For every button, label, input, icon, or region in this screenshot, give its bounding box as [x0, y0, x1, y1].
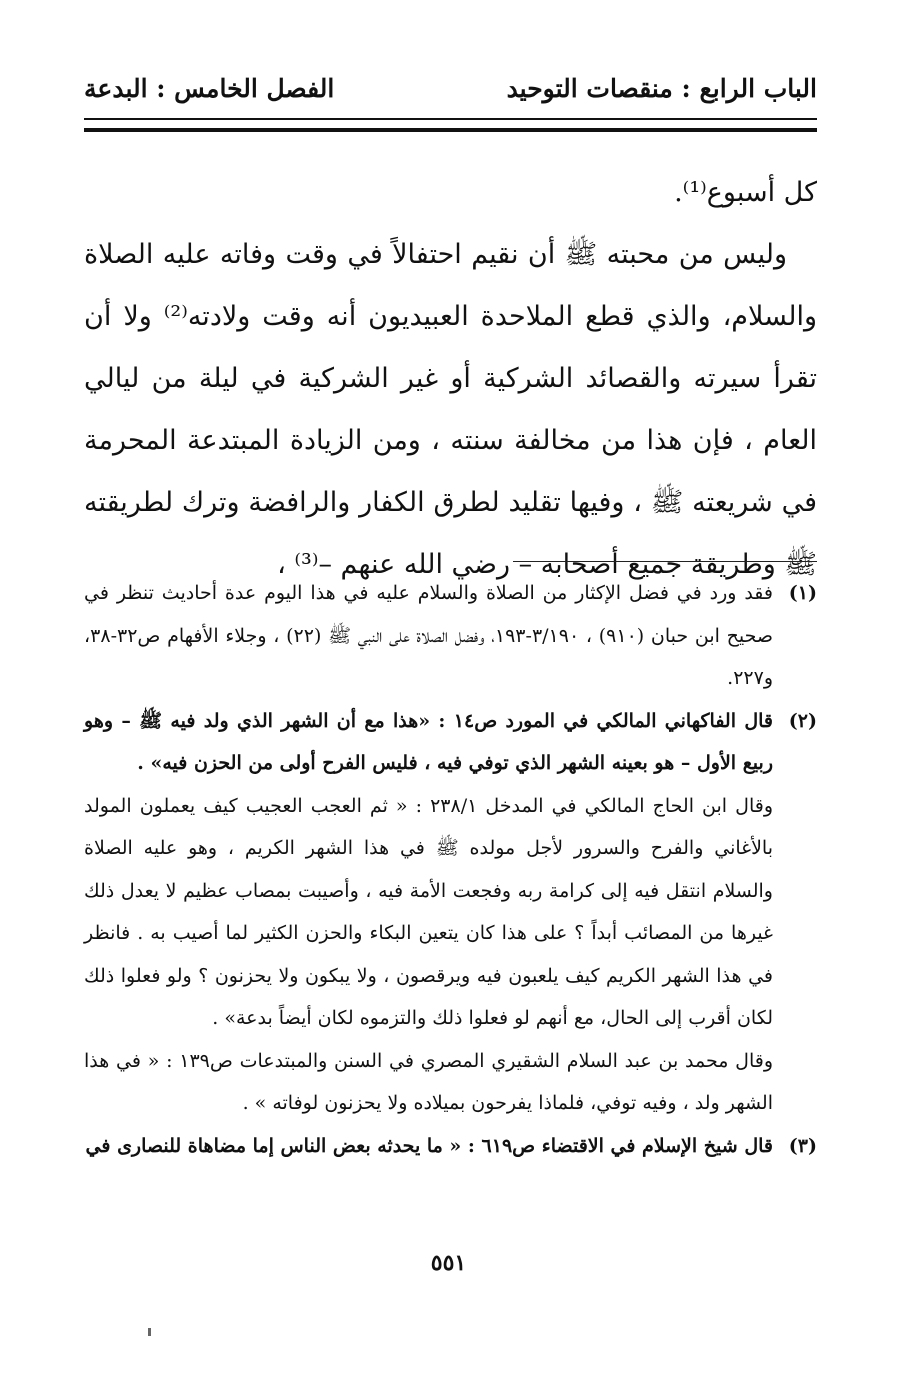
footnote-text: قال شيخ الإسلام في الاقتضاء ص٦١٩ : « ما يحدثه بعض الناس إما مضاهاة للنصارى في [85, 1134, 773, 1157]
footnote-2-quote-ibn-alhajj: وقال ابن الحاج المالكي في المدخل ٢٣٨/١ : « ثم العجب العجيب كيف يعملون المولد بالأغاني والفرح والسرور لأجل مولده ﷺ في هذا الشهر الكريم ، وهو عليه الصلاة والسلام انتقل فيه إلى كرامة ربه وفجعت الأمة فيه ، وأصيبت بمصاب عظيم لا يعدل ذلك غيرها من المصائب أبداً ؟ على هذا كان يتعين البكاء والحزن الكثير لما أصيب به . فانظر في هذا الشهر الكريم كيف يلعبون فيه ويرقصون ، ولا يبكون ولا يحزنون ؟ ولو فعلوا ذلك لكان أقرب إلى الحال، مع أنهم لو فعلوا ذلك والتزموه لكان أيضاً بدعة» . [84, 794, 773, 1029]
footnote-2-quote-shuqairi: وقال محمد بن عبد السلام الشقيري المصري في السنن والمبتدعات ص١٣٩ : « في هذا الشهر ولد ، وفيه توفي، فلماذا يفرحون بميلاده ولا يحزنون لوفاته » . [84, 1049, 773, 1114]
footnote-number: (٣) [788, 1134, 817, 1157]
footnote-separator [513, 561, 817, 562]
section-title: الفصل الخامس : البدعة [84, 74, 335, 103]
main-text [84, 162, 817, 596]
footnote-text: فقد ورد في فضل الإكثار من الصلاة والسلام عليه في هذا اليوم عدة أحاديث تنظر في صحيح ابن حبان (٩١٠) ، ٣/١٩٠-١٩٣، وفضل الصلاة على النبي ﷺ (٢٢) ، وجلاء الأفهام ص٣٢-٣٨، و٢٢٧. [84, 582, 774, 689]
footnote-3 [84, 1125, 817, 1168]
scan-speck [148, 1328, 151, 1336]
running-header [84, 74, 817, 114]
footnote-number: (٢) [788, 709, 817, 732]
chapter-title: الباب الرابع : منقصات التوحيد [506, 74, 817, 103]
footnote-text: قال الفاكهاني المالكي في المورد ص١٤ : «هذا مع أن الشهر الذي ولد فيه ﷺ – وهو ربيع الأول – هو بعينه الشهر الذي توفي فيه ، فليس الفرح أولى من الحزن فيه» . [84, 709, 773, 774]
footnote-number: (١) [788, 582, 817, 604]
header-double-rule [84, 118, 817, 132]
footnotes [84, 572, 817, 1167]
footnote-1 [84, 572, 817, 700]
paragraph-1: كل أسبوع⁽¹⁾. [674, 177, 817, 208]
footnote-2 [84, 700, 817, 785]
paragraph-2: وليس من محبته ﷺ أن نقيم احتفالاً في وقت وفاته عليه الصلاة والسلام، والذي قطع الملاحدة العبيديون أنه وقت ولادته⁽²⁾ ولا أن تقرأ سيرته والقصائد الشركية أو غير الشركية في ليلة من ليالي العام ، فإن هذا من مخالفة سنته ، ومن الزيادة المبتدعة المحرمة في شريعته ﷺ ، وفيها تقليد لطرق الكفار والرافضة وترك لطريقته ﷺ وطريقة جميع أصحابه – رضي الله عنهم –⁽³⁾ ، [84, 239, 817, 580]
page-number: ٥٥١ [430, 1250, 467, 1276]
